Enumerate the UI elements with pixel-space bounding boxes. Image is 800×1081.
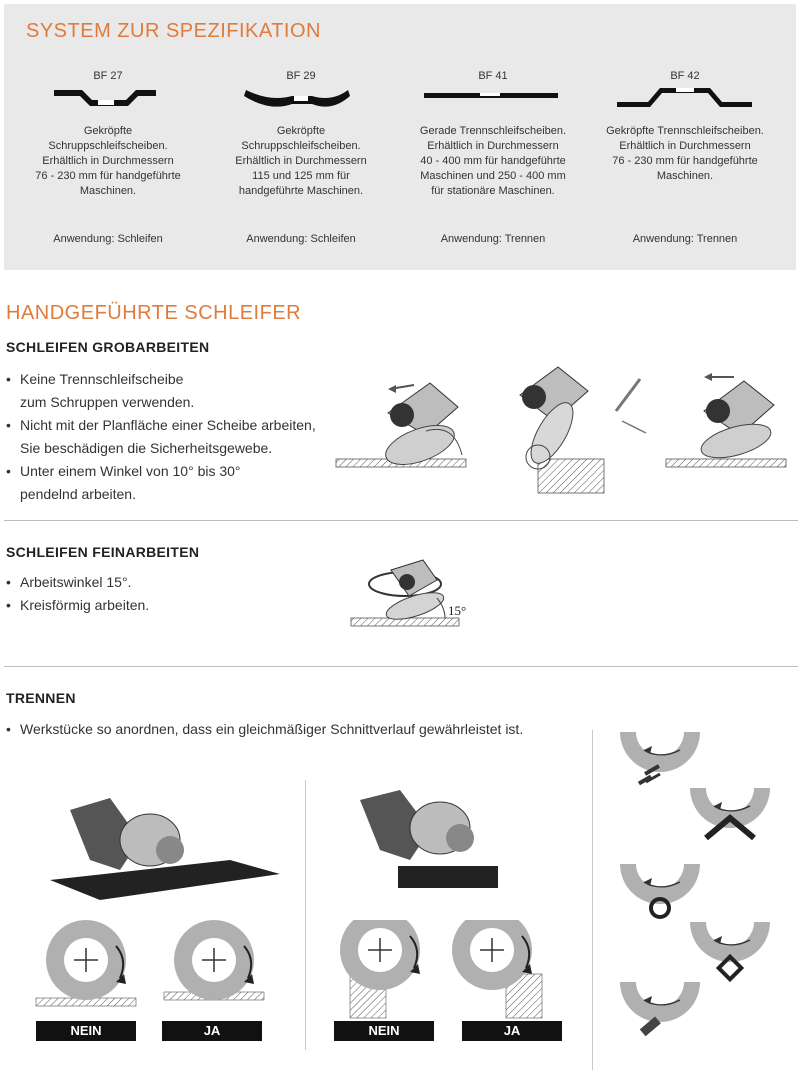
desc-line: Erhältlich in Durchmessern xyxy=(235,155,367,167)
disc-flat-wrong-icon xyxy=(36,920,136,1006)
desc-line: Maschinen. xyxy=(79,185,137,197)
desc-line: Gekröpfte xyxy=(276,125,326,137)
cut-angle-profile-icon xyxy=(690,788,770,838)
disc-desc-bf27 xyxy=(13,124,203,199)
cutting-hands-illustrations xyxy=(30,780,590,905)
angle-label: 15° xyxy=(448,603,467,618)
list-item: • Werkstücke so anordnen, dass ein gleichmäßiger Schnittverlauf gewährleistet ist. xyxy=(6,718,596,741)
disc-usage: Anwendung: Trennen xyxy=(440,233,546,245)
hand-grinder-block-icon xyxy=(360,790,498,888)
grob-bullets xyxy=(6,368,356,506)
disc-flat-right-icon xyxy=(164,920,264,1000)
hand-grinder-plate-icon xyxy=(50,798,280,900)
disc-usage: Anwendung: Schleifen xyxy=(53,233,163,245)
fein-title: SCHLEIFEN FEINARBEITEN xyxy=(6,544,200,560)
bf27-profile-icon xyxy=(54,90,156,106)
desc-line: handgeführte Maschinen. xyxy=(238,185,364,197)
list-item: • Kreisförmig arbeiten. xyxy=(6,594,306,617)
profile-cut-guide xyxy=(610,726,796,1066)
bullet-text: pendelnd arbeiten. xyxy=(20,486,136,502)
fein-illustration xyxy=(345,556,475,632)
desc-line: Gekröpfte xyxy=(83,125,133,137)
list-item: • Keine Trennschleifscheibe zum Schruppen verwenden. xyxy=(6,368,356,414)
divider xyxy=(4,666,798,667)
desc-line: 76 - 230 mm für handgeführte xyxy=(35,170,181,182)
divider xyxy=(4,520,798,521)
disc-block-right-icon xyxy=(452,920,542,1018)
section-title: HANDGEFÜHRTE SCHLEIFER xyxy=(6,302,302,324)
desc-line: Erhältlich in Durchmessern xyxy=(619,140,751,152)
bullet-text: Sie beschädigen die Sicherheitsgewebe. xyxy=(20,440,273,456)
bullet-text: Keine Trennschleifscheibe xyxy=(20,371,184,387)
disc-block-wrong-icon xyxy=(340,920,420,1018)
disc-column-bf42 xyxy=(590,70,780,82)
cut-i-beam-icon xyxy=(620,732,700,785)
bullet-text: zum Schruppen verwenden. xyxy=(20,394,195,410)
label-ja: JA xyxy=(162,1021,262,1041)
desc-line: Maschinen. xyxy=(656,170,714,182)
label-nein: NEIN xyxy=(36,1021,136,1041)
bf41-profile-icon xyxy=(424,93,558,98)
disc-column-bf27 xyxy=(13,70,203,82)
disc-column-bf41 xyxy=(398,70,588,82)
disc-desc-bf42 xyxy=(590,124,780,184)
cut-square-tube-icon xyxy=(690,922,770,979)
column-divider xyxy=(592,730,593,1070)
label-ja: JA xyxy=(462,1021,562,1041)
grob-illustrations xyxy=(330,355,800,495)
desc-line: 40 - 400 mm für handgeführte xyxy=(420,155,566,167)
disc-desc-bf29 xyxy=(206,124,396,199)
list-item: • Arbeitswinkel 15°. xyxy=(6,571,306,594)
disc-usage: Anwendung: Trennen xyxy=(632,233,738,245)
desc-line: Gerade Trennschleifscheiben. xyxy=(419,125,567,137)
disc-name: BF 42 xyxy=(670,70,700,82)
spec-title: SYSTEM ZUR SPEZIFIKATION xyxy=(26,20,321,42)
desc-line: 76 - 230 mm für handgeführte xyxy=(612,155,758,167)
trennen-title: TRENNEN xyxy=(6,690,76,706)
disc-usage: Anwendung: Schleifen xyxy=(246,233,356,245)
desc-line: Erhältlich in Durchmessern xyxy=(427,140,559,152)
bullet-text: Kreisförmig arbeiten. xyxy=(20,597,150,613)
disc-desc-bf41 xyxy=(398,124,588,199)
list-item: • Nicht mit der Planfläche einer Scheibe arbeiten, Sie beschädigen die Sicherheitsgewebe. xyxy=(6,414,356,460)
desc-line: für stationäre Maschinen. xyxy=(431,185,555,197)
cut-flat-bar-icon xyxy=(620,982,700,1036)
bullet-text: Unter einem Winkel von 10° bis 30° xyxy=(20,463,241,479)
disc-profiles xyxy=(0,60,800,120)
list-item: • Unter einem Winkel von 10° bis 30° pendelnd arbeiten. xyxy=(6,460,356,506)
desc-line: 115 und 125 mm für xyxy=(252,170,350,182)
desc-line: Schruppschleifscheiben. xyxy=(241,140,361,152)
disc-name: BF 27 xyxy=(93,70,123,82)
disc-name: BF 29 xyxy=(286,70,316,82)
label-nein: NEIN xyxy=(334,1021,434,1041)
desc-line: Gekröpfte Trennschleifscheiben. xyxy=(606,125,764,137)
trennen-bullets xyxy=(6,718,596,741)
cutting-disc-diagrams xyxy=(30,920,590,1020)
desc-line: Schruppschleifscheiben. xyxy=(48,140,168,152)
bullet-text: Werkstücke so anordnen, dass ein gleichmäßiger Schnittverlauf gewährleistet ist. xyxy=(20,721,524,737)
desc-line: Erhältlich in Durchmessern xyxy=(42,155,174,167)
grob-title: SCHLEIFEN GROBARBEITEN xyxy=(6,339,210,355)
grinder-angle-icon xyxy=(336,383,466,472)
desc-line: Maschinen und 250 - 400 mm xyxy=(420,170,566,182)
bullet-text: Arbeitswinkel 15°. xyxy=(20,574,132,590)
grinder-flat-warning-icon xyxy=(520,367,646,493)
bf29-profile-icon xyxy=(244,90,350,107)
grinder-motion-icon xyxy=(666,373,786,467)
bullet-text: Nicht mit der Planfläche einer Scheibe arbeiten, xyxy=(20,417,316,433)
fein-bullets xyxy=(6,571,306,617)
cut-round-tube-icon xyxy=(620,864,700,917)
bf42-profile-icon xyxy=(617,88,752,107)
disc-column-bf29 xyxy=(206,70,396,82)
disc-name: BF 41 xyxy=(478,70,508,82)
